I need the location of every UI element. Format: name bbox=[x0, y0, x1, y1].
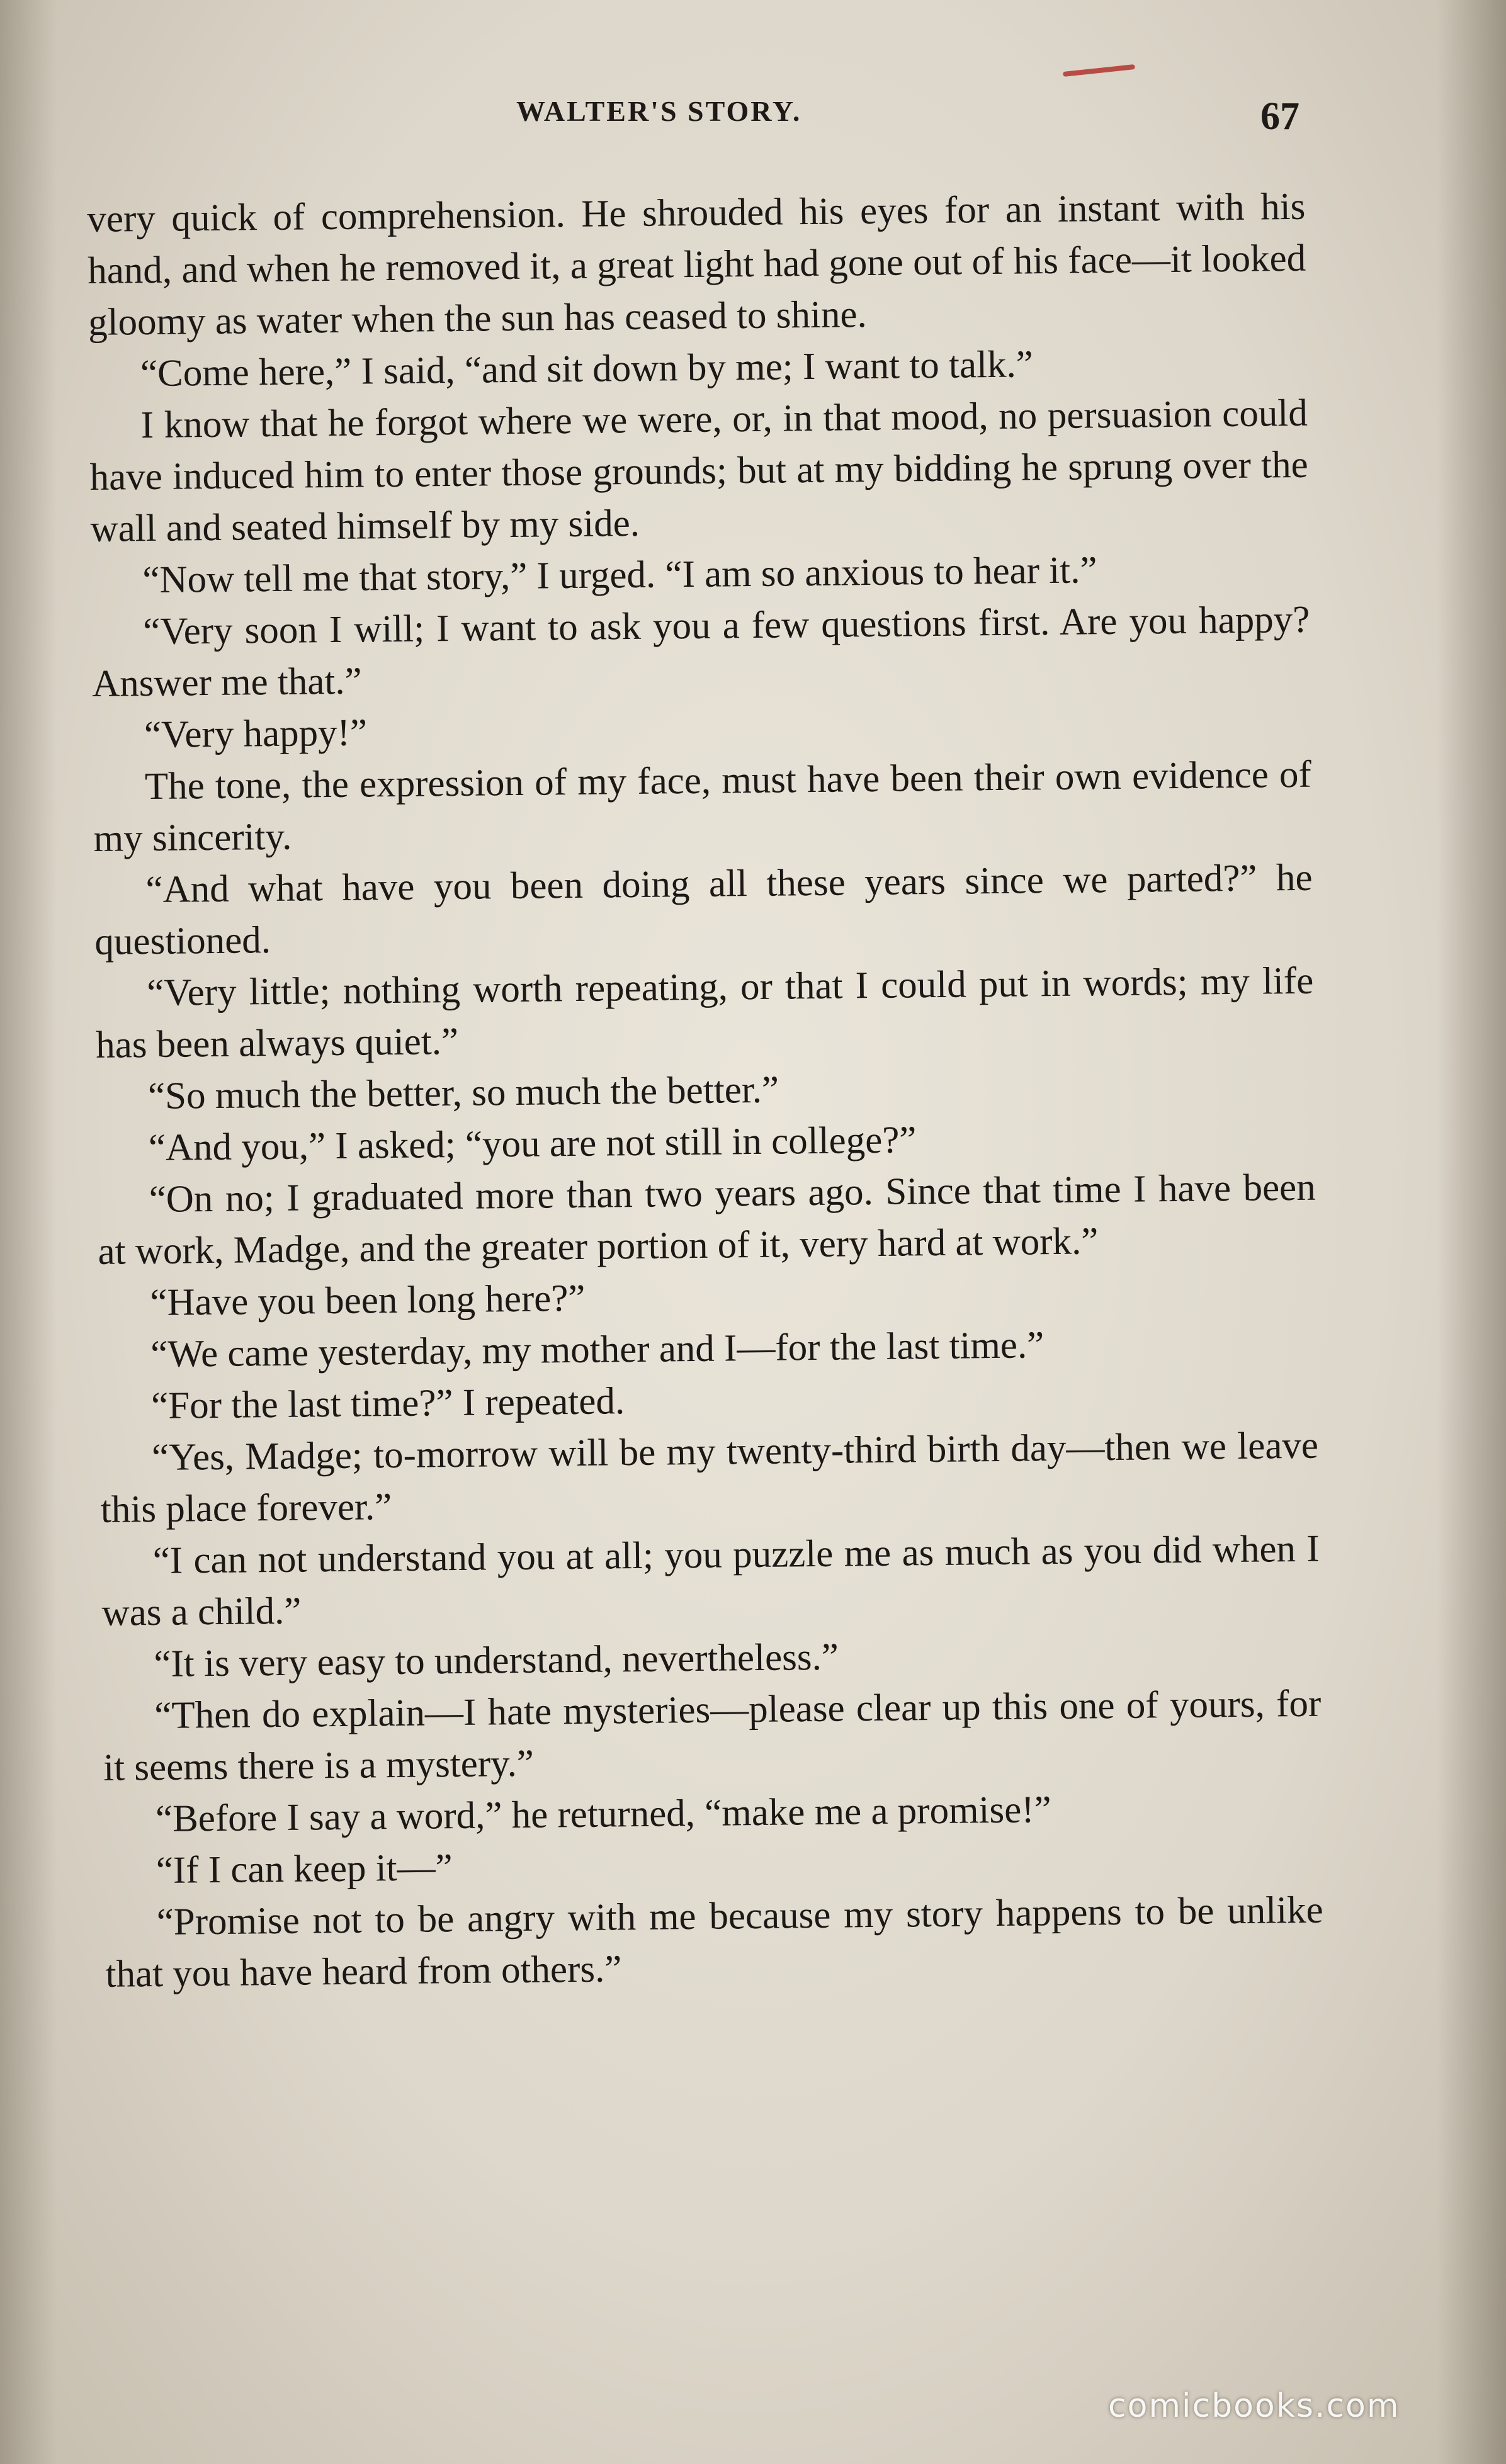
running-head: WALTER'S STORY. bbox=[516, 95, 802, 127]
body-text bbox=[87, 181, 1324, 2001]
red-ink-mark bbox=[1063, 64, 1135, 77]
page-gutter-shadow bbox=[0, 0, 57, 2464]
paragraph: “Now tell me that story,” I urged. “I am so anxious to hear it.” bbox=[142, 549, 1097, 602]
paragraph: “And you,” I asked; “you are not still in college?” bbox=[148, 1119, 917, 1170]
paragraph: very quick of comprehension. He shrouded his eyes for an instant with his hand, and when he removed it, a great light had gone out of his face—it looked gloomy as water when the sun has ceased to shine. bbox=[87, 185, 1306, 344]
paragraph: “Come here,” I said, “and sit down by me; I want to talk.” bbox=[140, 343, 1034, 395]
paragraph: “Before I say a word,” he returned, “make me a promise!” bbox=[155, 1789, 1051, 1840]
paragraph: “It is very easy to understand, nevertheless.” bbox=[154, 1636, 839, 1686]
paragraph: “Very little; nothing worth repeating, or that I could put in words; my life has been always quiet.” bbox=[95, 959, 1314, 1066]
paragraph: “Have you been long here?” bbox=[150, 1277, 586, 1325]
paragraph: “If I can keep it—” bbox=[156, 1846, 453, 1892]
paragraph: “For the last time?” I repeated. bbox=[150, 1380, 625, 1428]
paragraph: “Then do explain—I hate mysteries—please clear up this one of yours, for it seems there is a mystery.” bbox=[103, 1682, 1322, 1789]
page-edge-shadow bbox=[1437, 0, 1506, 2464]
paragraph: The tone, the expression of my face, must have been their own evidence of my sincerity. bbox=[93, 753, 1312, 860]
paragraph: “So much the better, so much the better.” bbox=[147, 1068, 779, 1118]
paragraph: “Promise not to be angry with me because my story happens to be unlike that you have heard from others.” bbox=[105, 1889, 1324, 1996]
paragraph: “Very happy!” bbox=[144, 711, 368, 757]
paragraph: “Yes, Madge; to-morrow will be my twenty-third birth day—then we leave this place forever.” bbox=[100, 1424, 1319, 1531]
paragraph: “I can not understand you at all; you puzzle me as much as you did when I was a child.” bbox=[101, 1527, 1320, 1634]
paragraph: I know that he forgot where we were, or, in that mood, no persuasion could have induced him to enter those grounds; but at my bidding he sprung over the wall and seated himself by my side. bbox=[89, 392, 1308, 550]
paragraph: “We came yesterday, my mother and I—for the last time.” bbox=[150, 1324, 1045, 1376]
paragraph: “On no; I graduated more than two years ago. Since that time I have been at work, Madge, and the greater portion of it, very hard at work.” bbox=[98, 1166, 1316, 1273]
page-number: 67 bbox=[1260, 95, 1299, 138]
paragraph: “Very soon I will; I want to ask you a few questions first. Are you happy? Answer me that.” bbox=[91, 598, 1310, 705]
watermark: comicbooks.com bbox=[1108, 2387, 1400, 2425]
paragraph: “And what have you been doing all these years since we parted?” he questioned. bbox=[94, 856, 1313, 963]
